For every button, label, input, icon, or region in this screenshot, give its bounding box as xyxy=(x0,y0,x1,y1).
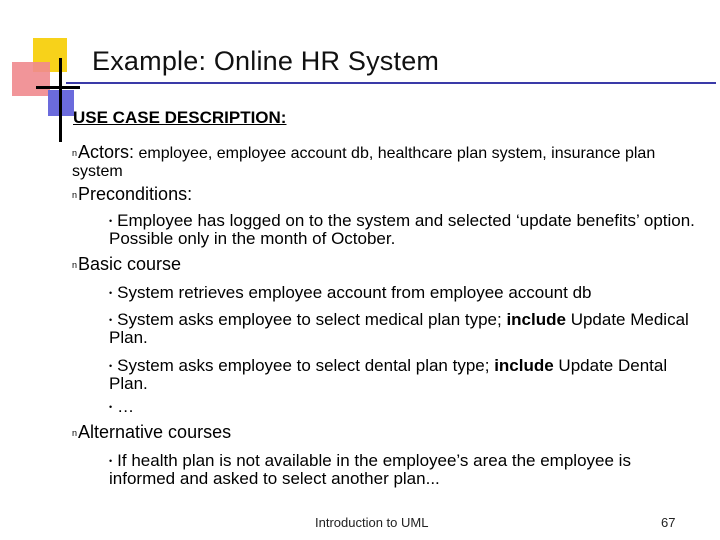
decorative-pink-square xyxy=(12,62,50,96)
list-item xyxy=(109,398,699,416)
dot-bullet-icon: • xyxy=(109,361,113,371)
list-item xyxy=(109,284,699,302)
square-bullet-icon: n xyxy=(72,260,78,270)
actors-text: employee, employee account db, healthcare plan system, insurance plan system xyxy=(72,145,656,180)
dot-bullet-icon: • xyxy=(109,288,113,298)
list-item xyxy=(109,452,699,487)
list-item-text-tail: Update Dental Plan. xyxy=(109,356,668,393)
list-item-text: System retrieves employee account from employee account db xyxy=(117,283,592,302)
decorative-vertical-line xyxy=(59,58,62,142)
footer-title: Introduction to UML xyxy=(315,515,429,530)
preconditions-label: Preconditions: xyxy=(78,184,193,204)
section-heading: USE CASE DESCRIPTION: xyxy=(73,108,287,127)
list-item-text: Employee has logged on to the system and selected ‘update benefits’ option. Possible only in the month of October. xyxy=(109,211,695,248)
dot-bullet-icon: • xyxy=(109,402,113,412)
list-item-text: System asks employee to select dental plan type; xyxy=(117,356,495,375)
dot-bullet-icon: • xyxy=(109,216,113,226)
list-item-text: If health plan is not available in the employee’s area the employee is informed and asked to select another plan... xyxy=(109,451,631,488)
list-item xyxy=(109,212,699,247)
square-bullet-icon: n xyxy=(72,428,78,438)
decorative-horizontal-line xyxy=(36,86,80,89)
actors-label: Actors: xyxy=(78,142,135,162)
basic-course-heading xyxy=(72,256,181,274)
alternative-courses-heading xyxy=(72,424,231,442)
list-item-text: System asks employee to select medical plan type; xyxy=(117,310,507,329)
actors-paragraph xyxy=(72,144,672,180)
slide-title: Example: Online HR System xyxy=(92,46,440,76)
dot-bullet-icon: • xyxy=(109,315,113,325)
list-item-text: … xyxy=(117,397,135,416)
title-divider xyxy=(66,82,716,84)
square-bullet-icon: n xyxy=(72,148,78,158)
list-item xyxy=(109,357,699,392)
include-keyword: include xyxy=(494,356,554,375)
dot-bullet-icon: • xyxy=(109,456,113,466)
page-number: 67 xyxy=(661,515,676,530)
list-item xyxy=(109,311,699,346)
square-bullet-icon: n xyxy=(72,190,78,200)
alternative-courses-label: Alternative courses xyxy=(78,422,232,442)
include-keyword: include xyxy=(506,310,566,329)
basic-course-label: Basic course xyxy=(78,254,182,274)
preconditions-heading xyxy=(72,186,192,204)
list-item-text-tail: Update Medical Plan. xyxy=(109,310,689,347)
